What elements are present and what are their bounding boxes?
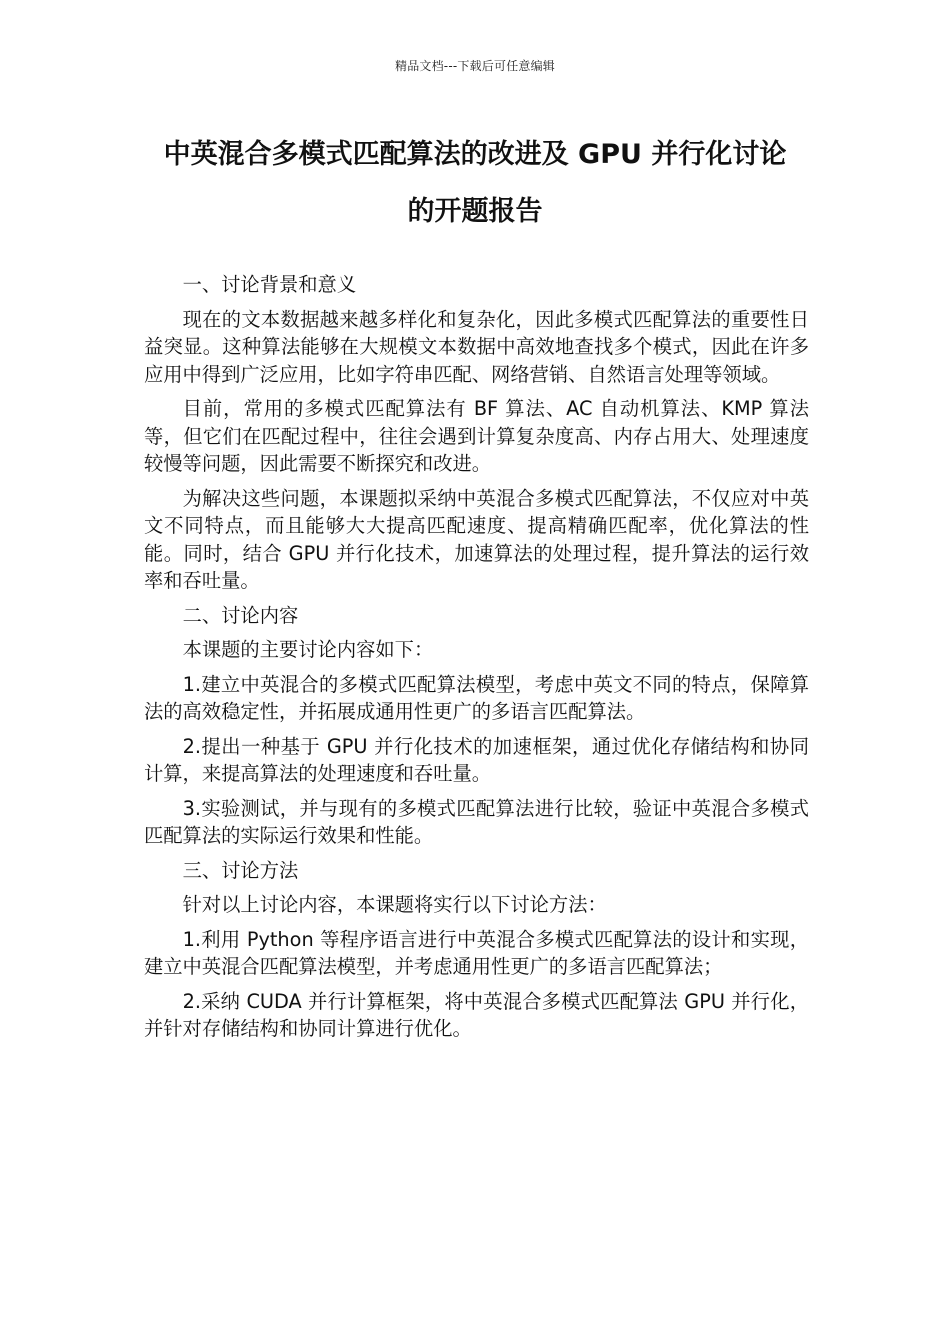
document-title <box>120 126 830 240</box>
paragraph: 现在的文本数据越来越多样化和复杂化，因此多模式匹配算法的重要性日益突显。这种算法能够在大规模文本数据中高效地查找多个模式，因此在许多应用中得到广泛应用，比如字符串匹配、网络营销、自然语言处理等领域。 <box>144 307 809 386</box>
section-heading-background: 一、讨论背景和意义 <box>182 273 357 296</box>
list-item: 1.建立中英混合的多模式匹配算法模型，考虑中英文不同的特点，保障算法的高效稳定性，并拓展成通用性更广的多语言匹配算法。 <box>144 672 809 723</box>
paragraph: 目前，常用的多模式匹配算法有 BF 算法、AC 自动机算法、KMP 算法等，但它们在匹配过程中，往往会遇到计算复杂度高、内存占用大、处理速度较慢等问题，因此需要不断探究和改进。 <box>144 397 809 475</box>
list-item: 3.实验测试，并与现有的多模式匹配算法进行比较，验证中英混合多模式匹配算法的实际运行效果和性能。 <box>144 796 809 847</box>
page-header-note: 精品文档---下载后可任意编辑 <box>395 59 555 73</box>
paragraph: 本课题的主要讨论内容如下： <box>182 638 434 661</box>
paragraph: 针对以上讨论内容，本课题将实行以下讨论方法： <box>182 893 607 916</box>
document-body <box>144 271 809 1050</box>
title-line-1: 中英混合多模式匹配算法的改进及 GPU 并行化讨论 <box>163 139 787 170</box>
section-heading-methods: 三、讨论方法 <box>182 858 299 882</box>
list-item: 2.采纳 CUDA 并行计算框架，将中英混合多模式匹配算法 GPU 并行化，并针对存储结构和协同计算进行优化。 <box>144 989 809 1040</box>
section-heading-content: 二、讨论内容 <box>182 603 299 627</box>
list-item: 1.利用 Python 等程序语言进行中英混合多模式匹配算法的设计和实现，建立中英混合匹配算法模型，并考虑通用性更广的多语言匹配算法； <box>144 927 809 978</box>
list-item: 2.提出一种基于 GPU 并行化技术的加速框架，通过优化存储结构和协同计算，来提高算法的处理速度和吞吐量。 <box>144 734 809 785</box>
title-line-2: 的开题报告 <box>407 196 543 227</box>
paragraph: 为解决这些问题，本课题拟采纳中英混合多模式匹配算法，不仅应对中英文不同特点，而且能够大大提高匹配速度、提高精确匹配率，优化算法的性能。同时，结合 GPU 并行化技术，加速算法的处理过程，提升算法的运行效率和吞吐量。 <box>144 486 809 592</box>
